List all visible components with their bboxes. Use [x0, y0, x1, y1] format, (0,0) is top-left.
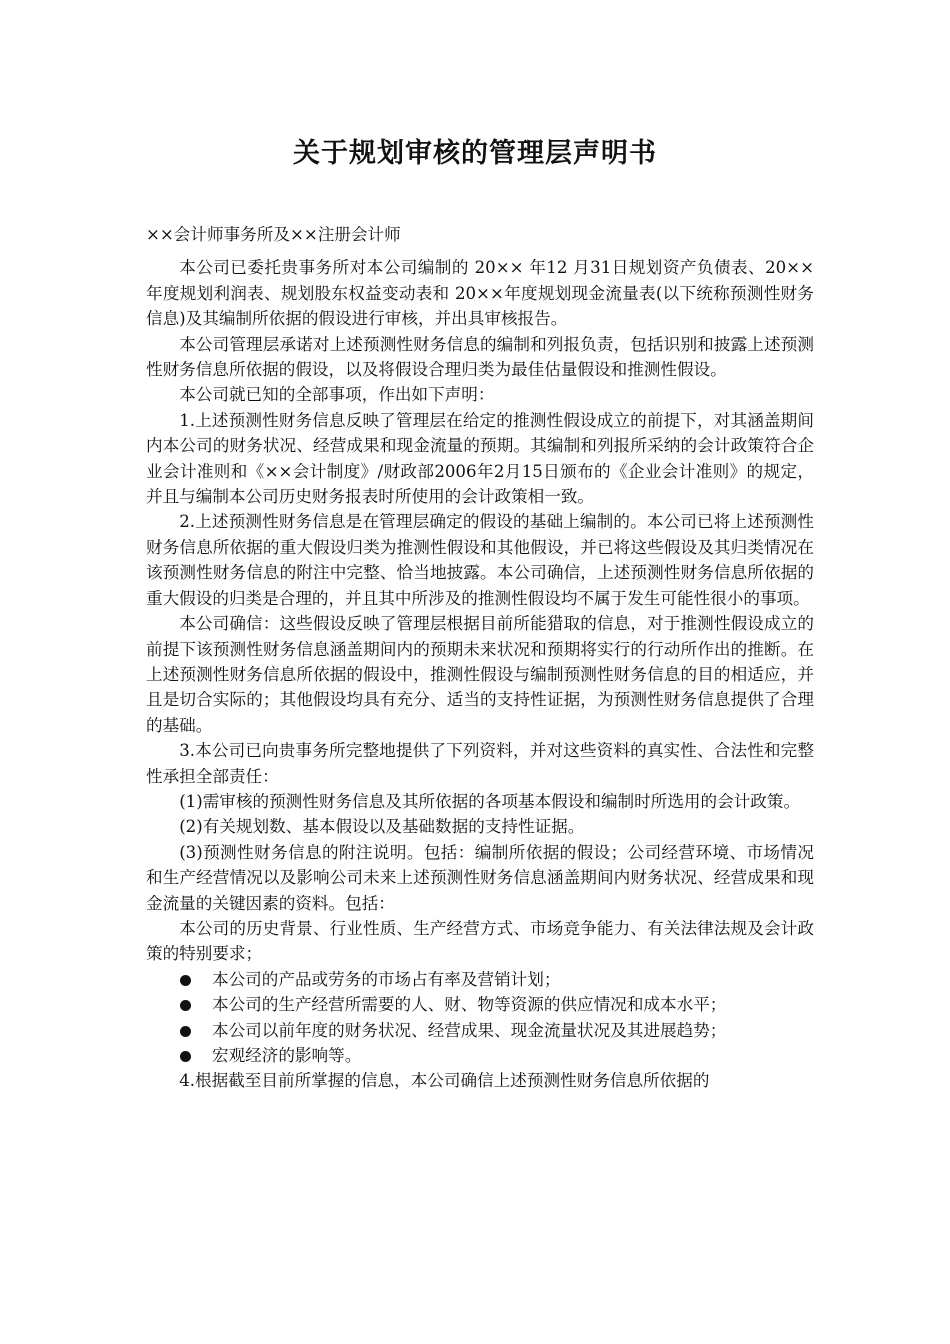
- paragraph-item-3-3: (3)预测性财务信息的附注说明。包括：编制所依据的假设；公司经营环境、市场情况和生产经营情况以及影响公司未来上述预测性财务信息涵盖期间内财务状况、经营成果和现金流量的关键因素的资料。包括：: [146, 842, 814, 913]
- document-body: [146, 222, 814, 1094]
- paragraph-item-3-2: (2)有关规划数、基本假设以及基础数据的支持性证据。: [179, 817, 585, 837]
- list-item-text: 本公司以前年度的财务状况、经营成果、现金流量状况及其进展趋势；: [212, 1020, 727, 1040]
- paragraph-declaration-intro: 本公司就已知的全部事项，作出如下声明：: [179, 385, 495, 405]
- list-item: [146, 992, 814, 1017]
- list-item: [146, 1043, 814, 1068]
- document-title: 关于规划审核的管理层声明书: [293, 138, 657, 169]
- list-item-text: 宏观经济的影响等。: [212, 1046, 362, 1065]
- paragraph-engagement: 本公司已委托贵事务所对本公司编制的 20×× 年12 月31日规划资产负债表、20×× 年度规划利润表、规划股东权益变动表和 20××年度规划现金流量表(以下统称预测性财务信息)及其编制所依据的假设进行审核，并出具审核报告。: [146, 258, 814, 329]
- paragraph-item-4: 4.根据截至目前所掌握的信息，本公司确信上述预测性财务信息所依据的: [179, 1071, 710, 1091]
- addressee: ××会计师事务所及××注册会计师: [146, 225, 401, 244]
- paragraph-history: 本公司的历史背景、行业性质、生产经营方式、市场竞争能力、有关法律法规及会计政策的特别要求；: [146, 918, 814, 964]
- paragraph-assumptions: 本公司确信：这些假设反映了管理层根据目前所能猎取的信息，对于推测性假设成立的前提下该预测性财务信息涵盖期间内的预期未来状况和预期将实行的行动所作出的推断。在上述预测性财务信息所依据的假设中，推测性假设与编制预测性财务信息的目的相适应，并且是切合实际的；其他假设均具有充分、适当的支持性证据，为预测性财务信息提供了合理的基础。: [146, 614, 814, 735]
- list-item: [146, 967, 814, 992]
- paragraph-responsibility: 本公司管理层承诺对上述预测性财务信息的编制和列报负责，包括识别和披露上述预测性财务信息所依据的假设，以及将假设合理归类为最佳估量假设和推测性假设。: [146, 334, 814, 380]
- bullet-icon: [180, 1026, 191, 1037]
- paragraph-item-1: 1.上述预测性财务信息反映了管理层在给定的推测性假设成立的前提下，对其涵盖期间内本公司的财务状况、经营成果和现金流量的预期。其编制和列报所采纳的会计政策符合企业会计准则和《××会计制度》/财政部2006年2月15日颁布的《企业会计准则》的规定，并且与编制本公司历史财务报表时所使用的会计政策相一致。: [146, 410, 814, 507]
- bullet-icon: [180, 1051, 191, 1062]
- list-item-text: 本公司的产品或劳务的市场占有率及营销计划；: [212, 969, 561, 989]
- list-item-text: 本公司的生产经营所需要的人、财、物等资源的供应情况和成本水平；: [212, 995, 727, 1015]
- paragraph-item-2: 2.上述预测性财务信息是在管理层确定的假设的基础上编制的。本公司已将上述预测性财务信息所依据的重大假设归类为推测性假设和其他假设，并已将这些假设及其归类情况在该预测性财务信息的附注中完整、恰当地披露。本公司确信，上述预测性财务信息所依据的重大假设的归类是合理的，并且其中所涉及的推测性假设均不属于发生可能性很小的事项。: [146, 512, 814, 608]
- paragraph-item-3: 3.本公司已向贵事务所完整地提供了下列资料，并对这些资料的真实性、合法性和完整性承担全部责任：: [146, 741, 814, 786]
- list-item: [146, 1018, 814, 1043]
- bullet-icon: [180, 1000, 191, 1011]
- bullet-icon: [180, 975, 191, 986]
- paragraph-item-3-1: (1)需审核的预测性财务信息及其所依据的各项基本假设和编制时所选用的会计政策。: [179, 791, 801, 811]
